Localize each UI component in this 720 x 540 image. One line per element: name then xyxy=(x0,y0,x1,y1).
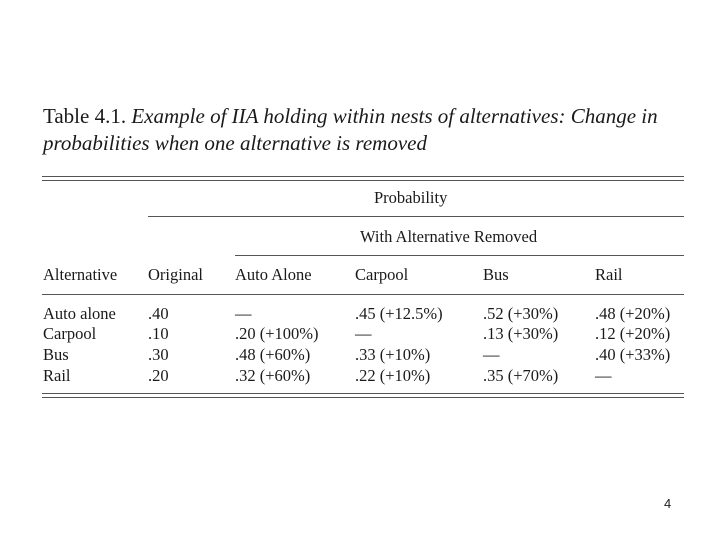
column-header-bus: Bus xyxy=(483,265,509,284)
column-header-auto-alone: Auto Alone xyxy=(235,265,312,284)
table-cell: Auto alone xyxy=(43,304,116,323)
column-header-original: Original xyxy=(148,265,203,284)
table-cell: — xyxy=(235,304,252,323)
slide-number: 4 xyxy=(664,496,672,511)
caption-label: Table 4.1. xyxy=(43,104,127,128)
top-rule-second xyxy=(42,180,684,181)
table-cell: .20 (+100%) xyxy=(235,324,319,343)
table-cell: .13 (+30%) xyxy=(483,324,559,343)
group-header-rule xyxy=(148,216,684,217)
column-header-rail: Rail xyxy=(595,265,623,284)
table-cell: .48 (+20%) xyxy=(595,304,671,323)
sub-header-removed: With Alternative Removed xyxy=(360,227,538,246)
bottom-rule xyxy=(42,393,684,394)
table-cell: .22 (+10%) xyxy=(355,366,431,385)
table-cell: .12 (+20%) xyxy=(595,324,671,343)
table-cell: .32 (+60%) xyxy=(235,366,311,385)
table-cell: .20 xyxy=(148,366,169,385)
caption-title: Example of IIA holding within nests of alternatives: Change in probabilities when one alternative is removed xyxy=(43,104,658,155)
table-cell: .33 (+10%) xyxy=(355,345,431,364)
table-cell: Rail xyxy=(43,366,71,385)
table-cell: .30 xyxy=(148,345,169,364)
table-cell: .48 (+60%) xyxy=(235,345,311,364)
column-header-alternative: Alternative xyxy=(43,265,118,284)
table-caption xyxy=(43,103,693,157)
table-cell: .35 (+70%) xyxy=(483,366,559,385)
table-cell: .40 xyxy=(148,304,169,323)
table-cell: .10 xyxy=(148,324,169,343)
bottom-rule-second xyxy=(42,397,684,398)
header-rule xyxy=(42,294,684,295)
table-cell: — xyxy=(355,324,372,343)
table-cell: .40 (+33%) xyxy=(595,345,671,364)
table-cell: .52 (+30%) xyxy=(483,304,559,323)
top-rule xyxy=(42,176,684,177)
column-header-carpool: Carpool xyxy=(355,265,409,284)
table-cell: Bus xyxy=(43,345,69,364)
table-cell: — xyxy=(595,366,612,385)
table-cell: .45 (+12.5%) xyxy=(355,304,443,323)
group-header-probability: Probability xyxy=(374,188,448,207)
sub-header-rule xyxy=(235,255,684,256)
table-cell: — xyxy=(483,345,500,364)
table-cell: Carpool xyxy=(43,324,97,343)
